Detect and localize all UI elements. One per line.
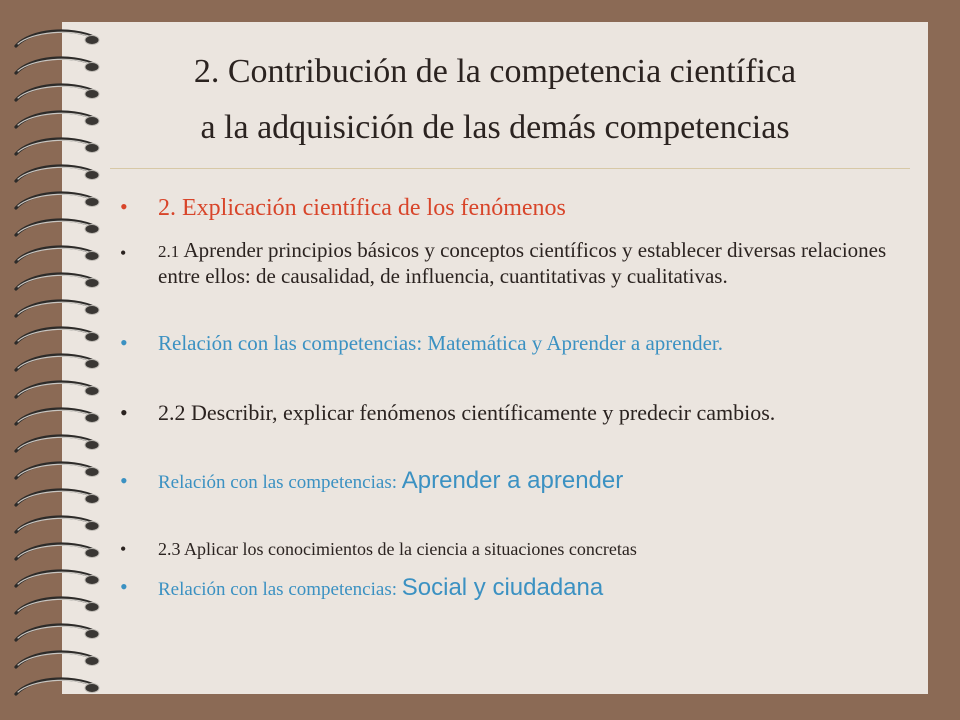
bullet-1-text: 2. Explicación científica de los fenómenos <box>158 195 566 221</box>
bullet-2-number: 2.1 <box>158 242 184 261</box>
binding-ring-icon <box>16 193 99 208</box>
binding-ring-icon <box>16 571 99 586</box>
binding-ring-icon <box>16 544 99 559</box>
binding-ring-icon <box>16 652 99 667</box>
bullet-dot: • <box>120 574 128 599</box>
bullet-dot: • <box>120 539 127 559</box>
title-line-2: a la adquisición de las demás competencias <box>200 109 790 146</box>
binding-ring-icon <box>16 301 99 316</box>
binding-ring-icon <box>16 436 99 451</box>
binding-ring-icon <box>16 166 99 181</box>
bullet-5-prefix: Relación con las competencias: <box>158 472 402 493</box>
bullet-dot: • <box>120 330 128 355</box>
binding-ring-icon <box>16 382 99 397</box>
bullet-2-text <box>158 238 898 288</box>
binding-ring-icon <box>16 355 99 370</box>
binding-ring-icon <box>16 274 99 289</box>
title-divider <box>110 168 910 169</box>
bullet-6-text: 2.3 Aplicar los conocimientos de la ciencia a situaciones concretas <box>158 539 637 559</box>
bullet-7-text <box>158 574 898 604</box>
bullet-dot: • <box>120 243 127 263</box>
bullet-dot: • <box>120 194 128 219</box>
slide-title <box>62 44 928 156</box>
binding-ring-icon <box>16 490 99 505</box>
binding-ring-icon <box>16 328 99 343</box>
bullet-2-body: Aprender principios básicos y conceptos científicos y establecer diversas relaciones entre ellos: de causalidad, de influencia, cuantitativas y cualitativas. <box>158 238 887 288</box>
binding-ring-icon <box>16 517 99 532</box>
bullet-dot: • <box>120 468 128 493</box>
bullet-7-prefix: Relación con las competencias: <box>158 579 402 600</box>
binding-ring-icon <box>16 220 99 235</box>
binding-ring-icon <box>16 463 99 478</box>
bullet-5-emphasis: Aprender a aprender <box>401 467 624 494</box>
binding-ring-icon <box>16 409 99 424</box>
binding-ring-icon <box>16 679 99 694</box>
title-line-1: 2. Contribución de la competencia científica <box>193 53 797 90</box>
bullet-dot: • <box>120 400 128 425</box>
binding-ring-icon <box>16 625 99 640</box>
bullet-3-text: Relación con las competencias: Matemática y Aprender a aprender. <box>158 331 724 355</box>
binding-ring-icon <box>16 598 99 613</box>
bullet-4-text: 2.2 Describir, explicar fenómenos científicamente y predecir cambios. <box>158 400 776 425</box>
bullet-5-text <box>158 468 898 496</box>
bullet-7-emphasis: Social y ciudadana <box>401 574 604 601</box>
binding-ring-icon <box>16 247 99 262</box>
